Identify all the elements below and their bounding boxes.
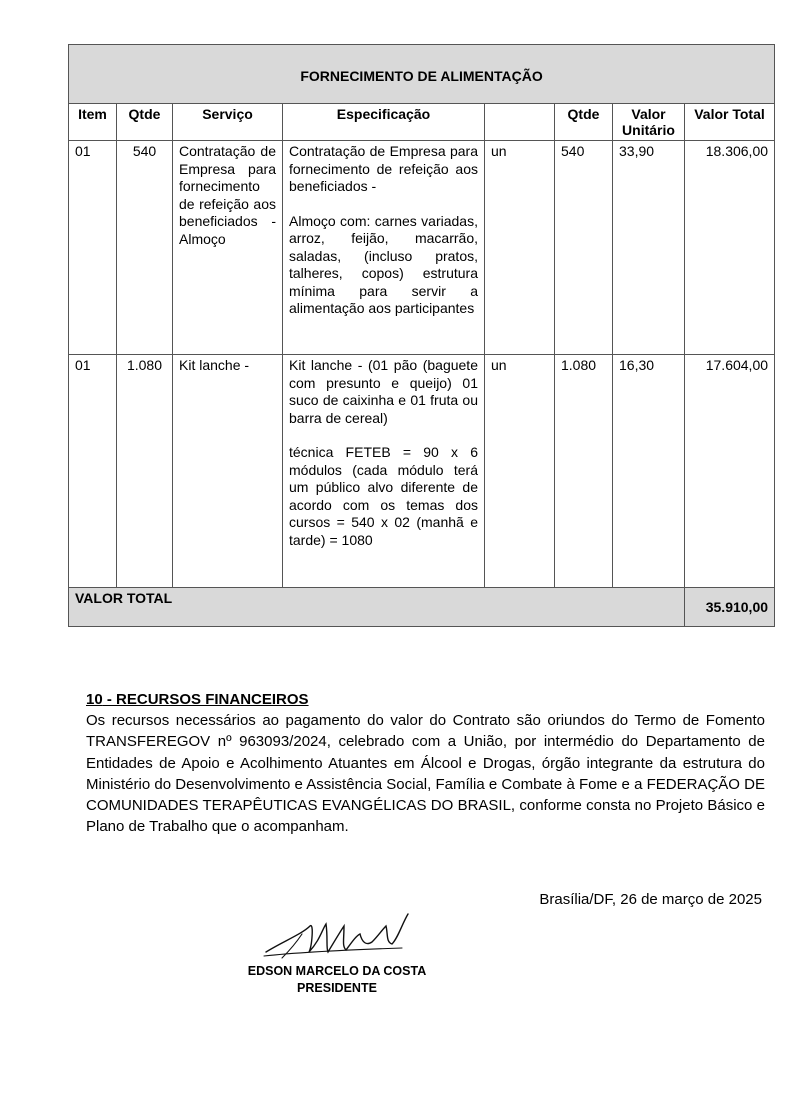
- section-heading: [86, 689, 765, 710]
- cell-item: 01: [69, 355, 117, 588]
- spec-paragraph-1: Kit lanche - (01 pão (baguete com presunto e queijo) 01 suco de caixinha e 01 fruta ou barra de cereal): [289, 357, 478, 426]
- col-header-especificacao: Especificação: [283, 104, 485, 141]
- table-row: [69, 355, 775, 588]
- cell-valor-unitario: 16,30: [613, 355, 685, 588]
- cell-servico: Kit lanche -: [173, 355, 283, 588]
- cell-servico: Contratação de Empresa para fornecimento de refeição aos beneficiados - Almoço: [173, 141, 283, 355]
- col-header-unidade: [485, 104, 555, 141]
- cell-valor-total: 18.306,00: [685, 141, 775, 355]
- total-label: VALOR TOTAL: [69, 588, 685, 627]
- cell-valor-unitario: 33,90: [613, 141, 685, 355]
- spec-paragraph-2: Almoço com: carnes variadas, arroz, feijão, macarrão, saladas, (incluso pratos, talheres, copos) estrutura mínima para servir a alimentação aos participantes: [289, 212, 478, 316]
- cell-especificacao: [283, 355, 485, 588]
- cell-unidade: un: [485, 355, 555, 588]
- col-header-valor-total: Valor Total: [685, 104, 775, 141]
- cell-unidade: un: [485, 141, 555, 355]
- cell-qtde2: 1.080: [555, 355, 613, 588]
- signer-name: EDSON MARCELO DA COSTA: [247, 964, 427, 978]
- spec-paragraph-2: técnica FETEB = 90 x 6 módulos (cada módulo terá um público alvo diferente de acordo com os temas dos cursos = 540 x 02 (manhã e tarde) = 1080: [289, 444, 478, 548]
- cell-qtde: 540: [117, 141, 173, 355]
- supply-table: [68, 44, 775, 627]
- col-header-valor-unitario: Valor Unitário: [613, 104, 685, 141]
- col-header-item: Item: [69, 104, 117, 141]
- cell-valor-total: 17.604,00: [685, 355, 775, 588]
- section-title: - RECURSOS FINANCEIROS: [102, 691, 309, 708]
- col-header-qtde2: Qtde: [555, 104, 613, 141]
- col-header-servico: Serviço: [173, 104, 283, 141]
- spec-paragraph-1: Contratação de Empresa para fornecimento de refeição aos beneficiados -: [289, 143, 478, 194]
- date-line: Brasília/DF, 26 de março de 2025: [539, 891, 762, 908]
- signer-role: PRESIDENTE: [297, 981, 377, 995]
- section-number: 10: [86, 691, 103, 708]
- col-header-qtde: Qtde: [117, 104, 173, 141]
- financial-resources-section: [86, 689, 765, 837]
- cell-especificacao: [283, 141, 485, 355]
- cell-qtde2: 540: [555, 141, 613, 355]
- table-row: [69, 141, 775, 355]
- column-header-row: [69, 104, 775, 141]
- signer-block: [212, 963, 462, 997]
- section-body: Os recursos necessários ao pagamento do valor do Contrato são oriundos do Termo de Fomento TRANSFEREGOV nº 963093/2024, celebrado com a União, por intermédio do Departamento de Entidades de Apoio e Acolhimento Atuantes em Álcool e Drogas, órgão integrante da estrutura do Ministério do Desenvolvimento e Assistência Social, Família e Combate à Fome e a FEDERAÇÃO DE COMUNIDADES TERAPÊUTICAS EVANGÉLICAS DO BRASIL, conforme consta no Projeto Básico e Plano de Trabalho que o acompanham.: [86, 712, 765, 836]
- total-value: 35.910,00: [685, 588, 775, 627]
- table-title: FORNECIMENTO DE ALIMENTAÇÃO: [69, 45, 775, 104]
- total-row: [69, 588, 775, 627]
- signature-image: [262, 912, 412, 964]
- cell-qtde: 1.080: [117, 355, 173, 588]
- cell-item: 01: [69, 141, 117, 355]
